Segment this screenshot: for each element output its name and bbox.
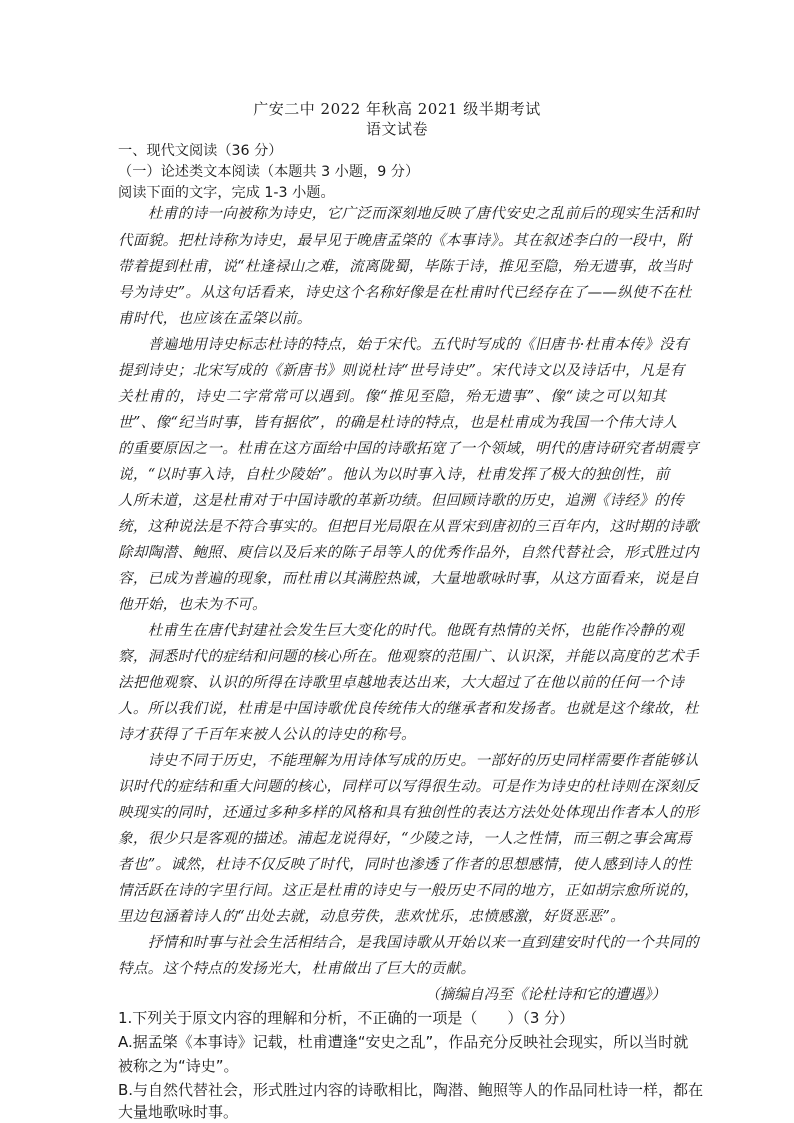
- article-line: 映现实的同时，还通过多种多样的风格和具有独创性的表达方法处处体现出作者本人的形: [118, 804, 699, 821]
- article-line: 情活跃在诗的字里行间。这正是杜甫的诗史与一般历史不同的地方，正如胡宗愈所说的，: [118, 882, 699, 899]
- exam-title: 广安二中 2022 年秋高 2021 级半期考试: [253, 100, 541, 118]
- article-line: 号为诗史”。从这句话看来，诗史这个名称好像是在杜甫时代已经存在了——纵使不在杜: [118, 284, 692, 301]
- part-heading: （一）论述类文本阅读（本题共 3 小题，9 分）: [118, 164, 420, 180]
- article-source: （摘编自冯至《论杜诗和它的遭遇》）: [425, 986, 666, 1003]
- article-line: 者也”。诚然，杜诗不仅反映了时代，同时也渗透了作者的思想感情，使人感到诗人的性: [118, 856, 692, 873]
- article-line: 关杜甫的，诗史二字常常可以遇到。像“推见至隐，殆无遗事”、像“读之可以知其: [118, 388, 666, 405]
- article-line: 代面貌。把杜诗称为诗史，最早见于晚唐孟棨的《本事诗》。其在叙述李白的一段中，附: [118, 232, 692, 249]
- section-heading: 一、现代文阅读（36 分）: [118, 143, 283, 159]
- article-line: 识时代的症结和重大问题的核心，同样可以写得很生动。可是作为诗史的杜诗则在深刻反: [118, 778, 699, 795]
- article-line: 诗史不同于历史，不能理解为用诗体写成的历史。一部好的历史同样需要作者能够认: [118, 752, 699, 769]
- article-line: 杜甫的诗一向被称为诗史，它广泛而深刻地反映了唐代安史之乱前后的现实生活和时: [118, 205, 699, 222]
- article-line: 里边包涵着诗人的“出处去就，动息劳佚，悲欢忧乐，忠愤感激，好贤恶恶”。: [118, 908, 626, 925]
- article-line: 他开始，也未为不可。: [118, 596, 267, 613]
- article-line: 统，这种说法是不符合事实的。但把目光局限在从晋宋到唐初的三百年内，这时期的诗歌: [118, 518, 699, 535]
- article-line: 象，很少只是客观的描述。浦起龙说得好，“少陵之诗，一人之性情，而三朝之事会寓焉: [118, 830, 692, 847]
- article-line: 容，已成为普遍的现象，而杜甫以其满腔热诚，大量地歌咏时事，从这方面看来，说是自: [118, 570, 699, 587]
- article-line: 带着提到杜甫，说“杜逢禄山之难，流离陇蜀，毕陈于诗，推见至隐，殆无遗事，故当时: [118, 258, 692, 275]
- article-line: 甫时代，也应该在孟棨以前。: [118, 310, 312, 327]
- article-line: 法把他观察、认识的所得在诗歌里卓越地表达出来，大大超过了在他以前的任何一个诗: [118, 674, 684, 691]
- article-line: 世”、像“纪当时事，皆有据依”，的确是杜诗的特点，也是杜甫成为我国一个伟大诗人: [118, 414, 678, 431]
- question-stem: 1.下列关于原文内容的理解和分析，不正确的一项是（ ）（3 分）: [118, 1009, 575, 1027]
- article-line: 人。所以我们说，杜甫是中国诗歌优良传统伟大的继承者和发扬者。也就是这个缘故，杜: [118, 700, 699, 717]
- article-line: 人所未道，这是杜甫对于中国诗歌的革新功绩。但回顾诗歌的历史，追溯《诗经》的传: [118, 492, 684, 509]
- article-line: 诗才获得了千百年来被人公认的诗史的称号。: [118, 726, 416, 743]
- article-line: 察，洞悉时代的症结和问题的核心所在。他观察的范围广、认识深，并能以高度的艺术手: [118, 648, 699, 665]
- option-a-continued: 被称之为“诗史”。: [118, 1057, 239, 1075]
- article-line: 特点。这个特点的发扬光大，杜甫做出了巨大的贡献。: [118, 960, 476, 977]
- reading-instruction: 阅读下面的文字，完成 1-3 小题。: [118, 185, 335, 201]
- article-line: 的重要原因之一。杜甫在这方面给中国的诗歌拓宽了一个领域，明代的唐诗研究者胡震亨: [118, 440, 699, 457]
- option-a: A.据孟棨《本事诗》记载，杜甫遭逢“安史之乱”，作品充分反映社会现实，所以当时就: [118, 1033, 689, 1051]
- option-b-continued: 大量地歌咏时事。: [118, 1103, 239, 1121]
- article-line: 提到诗史；北宋写成的《新唐书》则说杜诗“世号诗史”。宋代诗文以及诗话中，凡是有: [118, 362, 685, 379]
- article-line: 抒情和时事与社会生活相结合，是我国诗歌从开始以来一直到建安时代的一个共同的: [118, 934, 699, 951]
- article-line: 除却陶潜、鲍照、庾信以及后来的陈子昂等人的优秀作品外，自然代替社会，形式胜过内: [118, 544, 699, 561]
- article-line: 普遍地用诗史标志杜诗的特点，始于宋代。五代时写成的《旧唐书·杜甫本传》没有: [118, 336, 689, 353]
- article-line: 说，“以时事入诗，自杜少陵始”。他认为以时事入诗，杜甫发挥了极大的独创性，前: [118, 466, 670, 483]
- option-b: B.与自然代替社会，形式胜过内容的诗歌相比，陶潜、鲍照等人的作品同杜诗一样，都在: [118, 1081, 704, 1099]
- exam-subtitle: 语文试卷: [365, 120, 428, 138]
- article-line: 杜甫生在唐代封建社会发生巨大变化的时代。他既有热情的关怀，也能作冷静的观: [118, 622, 684, 639]
